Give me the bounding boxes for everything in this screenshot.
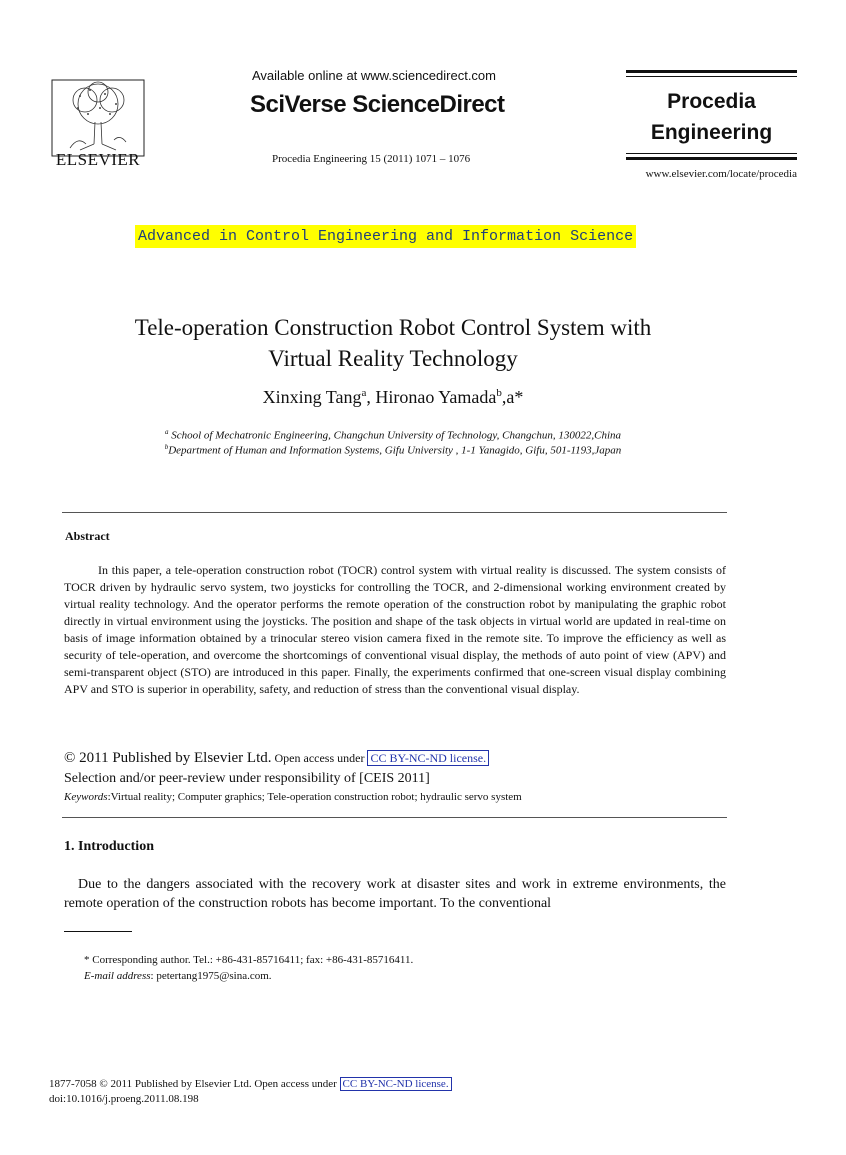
journal-name	[626, 86, 797, 148]
journal-url[interactable]: www.elsevier.com/locate/procedia	[645, 168, 797, 180]
paper-title	[60, 312, 726, 374]
copyright-text: © 2011 Published by Elsevier Ltd.	[64, 750, 272, 766]
abstract-heading: Abstract	[65, 529, 110, 543]
journal-rule-bottom-thin	[626, 153, 797, 154]
section-heading: 1. Introduction	[64, 839, 154, 854]
available-online-text: Available online at www.sciencedirect.com	[252, 68, 496, 83]
footer-license-link[interactable]: CC BY-NC-ND license.	[340, 1077, 452, 1091]
peer-review-statement: Selection and/or peer-review under responsibility of [CEIS 2011]	[64, 771, 430, 786]
author-list	[60, 387, 726, 408]
email-label: E-mail address	[84, 970, 151, 982]
license-link[interactable]: CC BY-NC-ND license.	[367, 750, 489, 766]
section-body: Due to the dangers associated with the recovery work at disaster sites and work in extreme environments, the remote operation of the construction robots has become important. To the conventional	[64, 877, 726, 911]
author-name: Hironao Yamada	[375, 387, 497, 407]
keywords	[64, 791, 522, 803]
keywords-text: :Virtual reality; Computer graphics; Tele-operation construction robot; hydraulic servo system	[107, 791, 522, 803]
conference-banner: Advanced in Control Engineering and Information Science	[135, 225, 636, 248]
author-affiliation-mark: b	[496, 387, 502, 399]
author-suffix: ,a*	[501, 387, 524, 407]
affiliation-text: Department of Human and Information Systems, Gifu University , 1-1 Yanagido, Gifu, 501-1193,Japan	[168, 444, 622, 457]
publisher-logo-text: ELSEVIER	[55, 150, 141, 169]
paper-title-line1: Tele-operation Construction Robot Control System with	[134, 315, 652, 340]
abstract-body: In this paper, a tele-operation construction robot (TOCR) control system with virtual reality is discussed. The system consists of TOCR driven by hydraulic servo system, two joysticks for controlling the TOCR, and 2-dimensional working environment created by virtual reality technology. And the operator performs the remote operation of the construction robot by manipulating the graphic robot directly in virtual environment using the joysticks. The position and shape of the task objects in virtual world are updated in real-time on basis of image information obtained by a trinocular stereo vision camera fixed in the remote site. To improve the efficiency as well as security of tele-operation, and overcome the shortcomings of conventional visual display, the methods of auto point of view (APV) and semi-transparent object (STO) are introduced in this paper. Finally, the experiments confirmed that one-screen visual display combining APV and STO is superior in operability, safety, and reduction of stress than the conventional visual display.	[64, 563, 726, 696]
abstract-rule-bottom	[62, 817, 727, 818]
journal-name-line1: Procedia	[667, 90, 756, 113]
affiliation-mark: b	[164, 443, 169, 451]
affiliation-text: School of Mechatronic Engineering, Changchun University of Technology, Changchun, 130022,China	[168, 429, 622, 442]
email-footnote	[84, 970, 272, 982]
journal-rule-top	[626, 70, 797, 73]
journal-citation: Procedia Engineering 15 (2011) 1071 – 1076	[272, 153, 471, 165]
paper-title-line2: Virtual Reality Technology	[268, 346, 518, 371]
email-address[interactable]: : petertang1975@sina.com.	[150, 970, 272, 982]
affiliation-mark: a	[164, 428, 169, 436]
abstract-rule-top	[62, 512, 727, 513]
keywords-label: Keywords	[64, 791, 108, 803]
affiliation-a	[60, 428, 726, 442]
author-name: Xinxing Tang	[262, 387, 362, 407]
journal-rule-bottom	[626, 157, 797, 160]
issn-text: 1877-7058 © 2011 Published by Elsevier Ltd. Open access under	[49, 1078, 340, 1090]
open-access-text: Open access under	[271, 751, 368, 765]
copyright-line	[64, 750, 489, 767]
doi[interactable]: doi:10.1016/j.proeng.2011.08.198	[49, 1093, 199, 1105]
platform-logo-text: SciVerse ScienceDirect	[250, 91, 505, 118]
journal-name-line2: Engineering	[650, 121, 773, 144]
footnote-rule	[64, 931, 132, 932]
corresponding-author-footnote: * Corresponding author. Tel.: +86-431-85716411; fax: +86-431-85716411.	[84, 954, 414, 966]
author-affiliation-mark: a	[361, 387, 367, 399]
author-separator: ,	[366, 387, 376, 407]
journal-rule-top-thin	[626, 76, 797, 77]
issn-line	[49, 1078, 452, 1090]
affiliation-b	[60, 443, 726, 457]
